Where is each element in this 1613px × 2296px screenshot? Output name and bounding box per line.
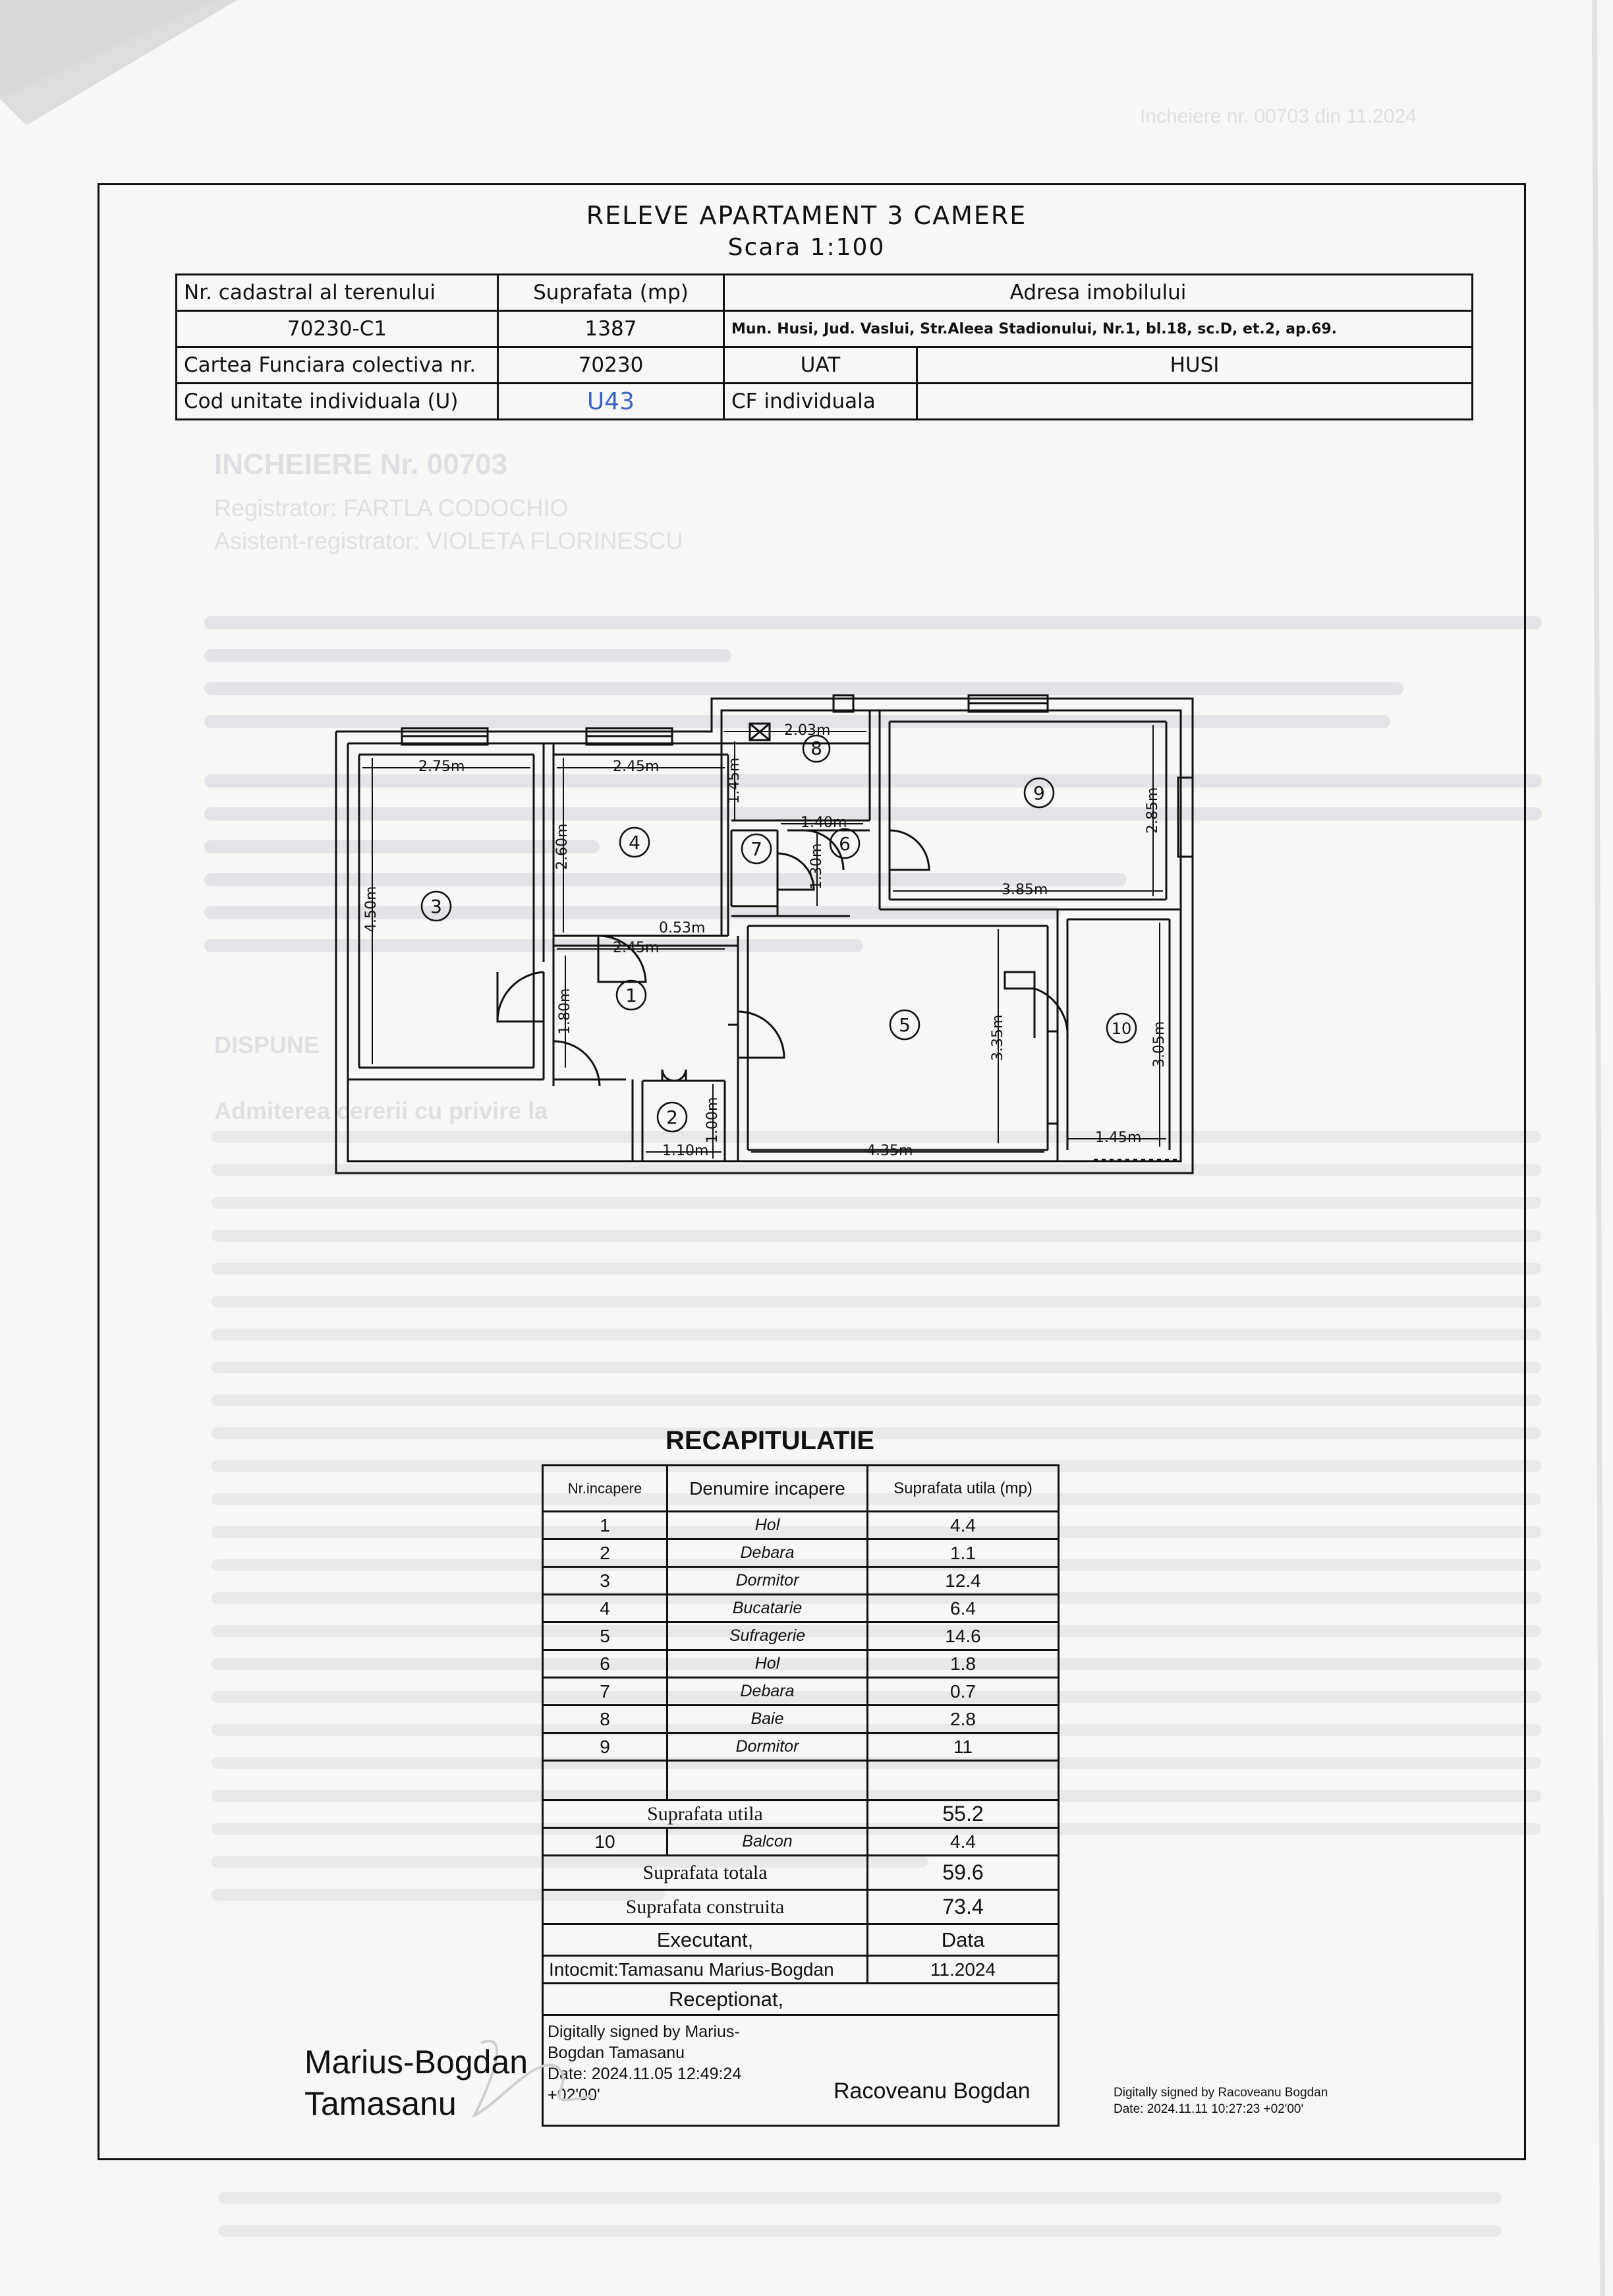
ghost-dispune: DISPUNE xyxy=(214,1031,320,1058)
ghost-admit: Admiterea cererii cu privire la xyxy=(214,1097,548,1124)
dim-room8-width: 2.03m xyxy=(784,722,831,739)
row-area: 4.4 xyxy=(868,1512,1059,1539)
room-number-8: 8 xyxy=(810,737,822,759)
table-row xyxy=(543,1567,1059,1595)
drawing-title: RELEVE APARTAMENT 3 CAMERE xyxy=(586,201,1027,230)
room-number-10: 10 xyxy=(1111,1019,1132,1038)
balcony-area: 4.4 xyxy=(868,1828,1059,1856)
drawing-scale: Scara 1:100 xyxy=(727,234,886,261)
row-name: Dormitor xyxy=(667,1567,868,1595)
table-row xyxy=(543,1733,1059,1761)
row-name: Baie xyxy=(667,1706,868,1733)
row-area: 14.6 xyxy=(868,1622,1059,1650)
floor-plan xyxy=(310,672,1232,1180)
row-area: 0.7 xyxy=(868,1678,1059,1706)
row-nr: 7 xyxy=(543,1678,667,1706)
sig-line: +02'00' xyxy=(548,2086,600,2104)
balcony-name: Balcon xyxy=(667,1828,868,1856)
row-name: Sufragerie xyxy=(667,1622,868,1650)
row-name: Hol xyxy=(667,1650,868,1678)
header-table xyxy=(175,273,1473,420)
useful-area-value: 55.2 xyxy=(868,1800,1059,1828)
row-area: 1.8 xyxy=(868,1650,1059,1678)
row-name: Debara xyxy=(667,1678,868,1706)
cf-individual-label: CF individuala xyxy=(724,384,917,420)
table-row xyxy=(543,1828,1059,1856)
date-value: 11.2024 xyxy=(868,1956,1059,1984)
ghost-top-right: Incheiere nr. 00703 din 11.2024 xyxy=(1140,105,1417,127)
col-nr: Nr.incapere xyxy=(543,1466,667,1512)
table-row xyxy=(543,1512,1059,1539)
row-area: 12.4 xyxy=(868,1567,1059,1595)
row-area: 6.4 xyxy=(868,1595,1059,1622)
dim-room8-height: 1.45m xyxy=(726,757,743,804)
room-number-7: 7 xyxy=(750,838,762,860)
dim-room4-width: 2.45m xyxy=(613,759,660,775)
col-name: Denumire incapere xyxy=(667,1466,868,1512)
dim-room9-height: 2.85m xyxy=(1145,787,1161,834)
signer-name-line1: Marius-Bogdan xyxy=(304,2044,528,2081)
row-nr: 8 xyxy=(543,1706,667,1733)
dim-room10-height: 3.05m xyxy=(1151,1021,1168,1068)
row-area: 1.1 xyxy=(868,1539,1059,1567)
row-name: Debara xyxy=(667,1539,868,1567)
row-name: Dormitor xyxy=(667,1733,868,1761)
dim-room5-width: 4.35m xyxy=(866,1143,913,1159)
room-number-9: 9 xyxy=(1033,782,1045,804)
row-nr: 5 xyxy=(543,1622,667,1650)
receiver-name: Racoveanu Bogdan xyxy=(834,2079,1031,2104)
built-area-value: 73.4 xyxy=(868,1890,1059,1924)
col-area: Suprafata utila (mp) xyxy=(868,1466,1059,1512)
row-nr: 9 xyxy=(543,1733,667,1761)
dim-room1-height: 1.80m xyxy=(557,988,573,1035)
address-header: Adresa imobilului xyxy=(724,275,1473,311)
dim-room6-width: 1.40m xyxy=(801,815,847,831)
address-value: Mun. Husi, Jud. Vaslui, Str.Aleea Stadionului, Nr.1, bl.18, sc.D, et.2, ap.69. xyxy=(724,311,1473,347)
unit-label: Cod unitate individuala (U) xyxy=(177,384,498,420)
dim-room10-width: 1.45m xyxy=(1095,1130,1142,1146)
room-number-6: 6 xyxy=(839,833,851,855)
total-area-value: 59.6 xyxy=(868,1856,1059,1890)
row-name: Bucatarie xyxy=(667,1595,868,1622)
table-row xyxy=(543,1595,1059,1622)
row-nr: 4 xyxy=(543,1595,667,1622)
receiver-digital-signature-line2: Date: 2024.11.11 10:27:23 +02'00' xyxy=(1114,2102,1304,2116)
empty-row xyxy=(543,1761,1059,1800)
room-number-5: 5 xyxy=(899,1014,911,1036)
dim-room2-height: 1.00m xyxy=(704,1097,721,1143)
room-number-4: 4 xyxy=(629,832,640,853)
table-row xyxy=(543,1706,1059,1733)
uat-value: HUSI xyxy=(917,347,1473,384)
row-nr: 2 xyxy=(543,1539,667,1567)
sig-line: Date: 2024.11.05 12:49:24 xyxy=(548,2065,742,2083)
row-name: Hol xyxy=(667,1512,868,1539)
dim-room6-height: 1.30m xyxy=(808,843,825,890)
date-label: Data xyxy=(868,1924,1059,1956)
row-area: 2.8 xyxy=(868,1706,1059,1733)
author-name: Intocmit:Tamasanu Marius-Bogdan xyxy=(543,1956,868,1984)
balcony-nr: 10 xyxy=(543,1828,667,1856)
dim-room4-doorway: 0.53m xyxy=(659,920,706,936)
total-area-label: Suprafata totala xyxy=(543,1856,868,1890)
dim-room9-width: 3.85m xyxy=(1002,882,1048,898)
table-row xyxy=(543,1678,1059,1706)
dim-room3-height: 4.50m xyxy=(363,886,380,933)
table-row xyxy=(543,1622,1059,1650)
row-nr: 3 xyxy=(543,1567,667,1595)
dim-room4-width-bottom: 2.45m xyxy=(613,940,660,956)
cf-label: Cartea Funciara colectiva nr. xyxy=(177,347,498,384)
ghost-heading: INCHEIERE Nr. 00703 xyxy=(214,448,508,480)
room-number-2: 2 xyxy=(666,1106,678,1128)
received-label: Receptionat, xyxy=(543,1984,1059,2015)
table-row xyxy=(543,1650,1059,1678)
recap-table xyxy=(542,1464,1060,2127)
receiver-digital-signature-line1: Digitally signed by Racoveanu Bogdan xyxy=(1114,2086,1328,2100)
dim-room4-height: 2.60m xyxy=(554,823,571,870)
built-area-label: Suprafata construita xyxy=(543,1890,868,1924)
uat-label: UAT xyxy=(724,347,917,384)
row-nr: 1 xyxy=(543,1512,667,1539)
ghost-registrar: Registrator: FARTLA CODOCHIO xyxy=(214,494,569,521)
row-nr: 6 xyxy=(543,1650,667,1678)
recap-title: RECAPITULATIE xyxy=(665,1426,875,1455)
sig-line: Bogdan Tamasanu xyxy=(548,2044,685,2062)
table-row xyxy=(543,1539,1059,1567)
cadastral-value: 70230-C1 xyxy=(177,311,498,347)
unit-value: U43 xyxy=(498,384,724,420)
room-number-1: 1 xyxy=(625,985,637,1006)
dim-room3-width: 2.75m xyxy=(418,759,465,775)
dim-room5-height: 3.35m xyxy=(990,1014,1006,1061)
executant-label: Executant, xyxy=(543,1924,868,1956)
signer-name-line2: Tamasanu xyxy=(304,2085,457,2122)
useful-area-label: Suprafata utila xyxy=(543,1800,868,1828)
room-number-3: 3 xyxy=(430,896,442,917)
area-header: Suprafata (mp) xyxy=(498,275,724,311)
area-value: 1387 xyxy=(498,311,724,347)
cf-individual-value xyxy=(917,384,1473,420)
row-area: 11 xyxy=(868,1733,1059,1761)
dim-room2-width: 1.10m xyxy=(662,1143,709,1159)
sig-line: Digitally signed by Marius- xyxy=(548,2023,740,2041)
cf-value: 70230 xyxy=(498,347,724,384)
ghost-assistant: Asistent-registrator: VIOLETA FLORINESCU xyxy=(214,527,683,554)
cadastral-header: Nr. cadastral al terenului xyxy=(177,275,498,311)
